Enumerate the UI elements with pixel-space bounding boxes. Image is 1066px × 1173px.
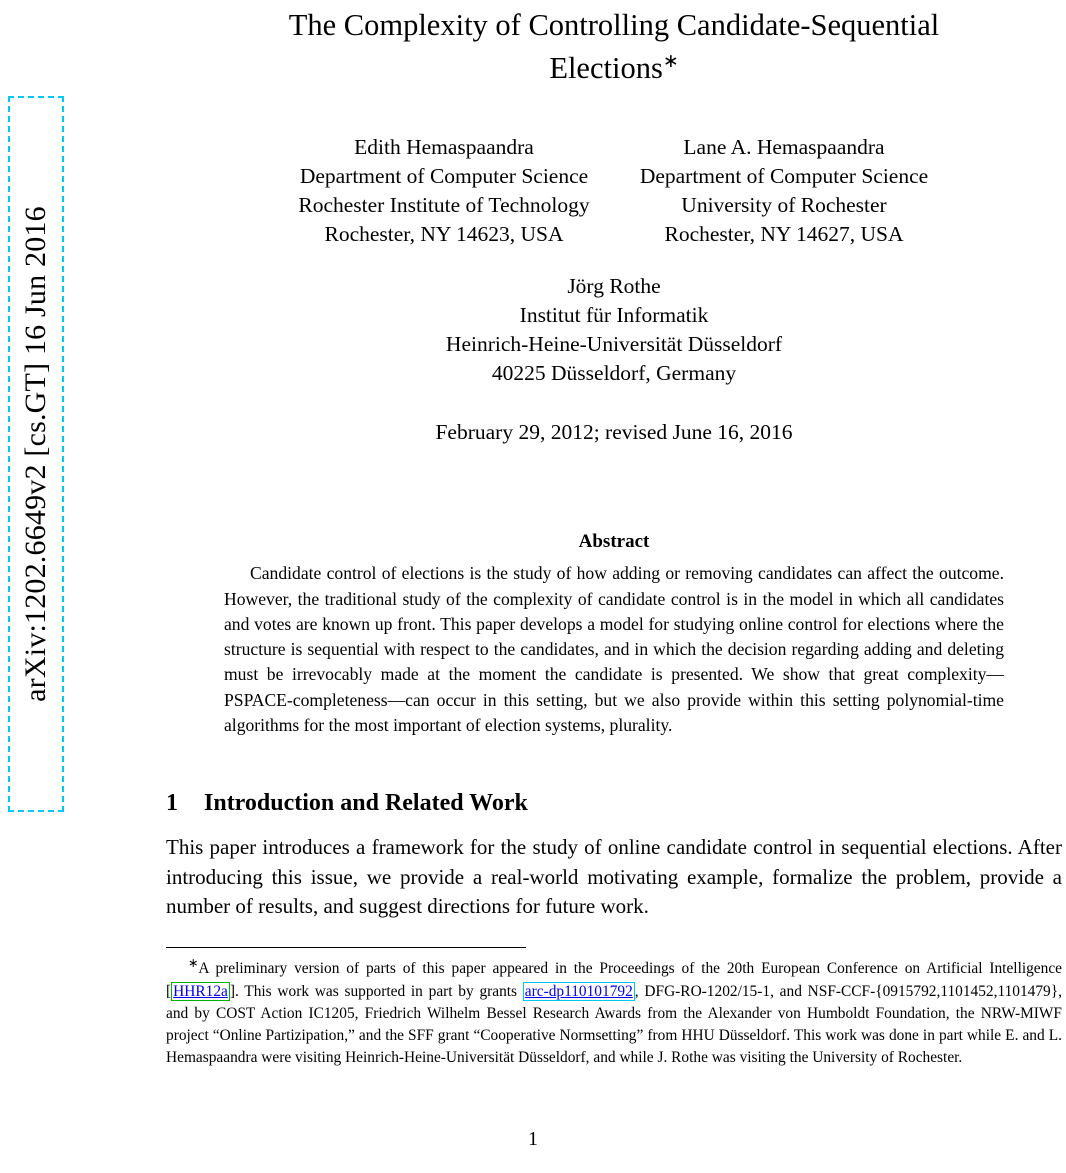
- author-institution: University of Rochester: [681, 193, 887, 218]
- author-address: Rochester, NY 14623, USA: [324, 222, 564, 247]
- citation-link-hhr12a[interactable]: HHR12a: [173, 982, 228, 1000]
- author-block: [274, 133, 614, 250]
- page-title: [166, 4, 1062, 91]
- author-address: 40225 Düsseldorf, Germany: [491, 361, 737, 386]
- footnote-marker: ∗: [188, 956, 199, 971]
- author-name: Lane A. Hemaspaandra: [683, 134, 885, 159]
- author-department: Institut für Informatik: [519, 302, 709, 327]
- author-address: Rochester, NY 14627, USA: [664, 222, 904, 247]
- footnote-text-part-3: , DFG-RO-1202/15-1, and NSF-CCF-{0915792,1101452,1101479}, and by COST Action IC1205, Friedrich Wilhelm Bessel Research Awards from the Alexander von Humboldt Foundation, the NRW-MIWF project “Online Partizipation,” and the SFF grant “Cooperative Normsetting” from HHU Düsseldorf. This work was done in part while E. and L. Hemaspaandra were visiting Heinrich-Heine-Universität Düsseldorf, and while J. Rothe was visiting the University of Rochester.: [166, 982, 1062, 1067]
- paper-content: [166, 0, 1062, 1069]
- footnote: [166, 955, 1062, 1069]
- author-department: Department of Computer Science: [299, 163, 589, 188]
- author-institution: Heinrich-Heine-Universität Düsseldorf: [445, 332, 783, 356]
- author-department: Department of Computer Science: [639, 163, 929, 188]
- page-number: 1: [528, 1128, 538, 1150]
- footnote-rule: [166, 947, 526, 948]
- author-institution: Rochester Institute of Technology: [298, 193, 590, 218]
- footnote-text-part-1: A preliminary version of parts of this paper appeared in the Proceedings of the 20th European Conference on Artificial Intelligence [: [166, 960, 1062, 1000]
- arxiv-stamp-text: arXiv:1202.6649v2 [cs.GT] 16 Jun 2016: [19, 206, 52, 702]
- section-heading: [166, 790, 1062, 817]
- abstract-heading: Abstract: [578, 531, 650, 553]
- author-row: [166, 133, 1062, 250]
- paper-date: February 29, 2012; revised June 16, 2016: [435, 420, 793, 445]
- section-title: Introduction and Related Work: [204, 790, 528, 817]
- author-block: [614, 133, 954, 250]
- arxiv-stamp: [8, 96, 64, 812]
- title-line-1: The Complexity of Controlling Candidate-Sequential: [288, 8, 940, 42]
- grant-link-arc-dp110101792[interactable]: arc-dp110101792: [524, 982, 633, 1000]
- abstract-body: [224, 561, 1004, 738]
- footnote-text-part-2: ]. This work was supported in part by grants: [229, 982, 523, 1000]
- title-footnote-marker: ∗: [662, 51, 679, 73]
- section-paragraph: This paper introduces a framework for the study of online candidate control in sequential elections. After introducing this issue, we provide a real-world motivating example, formalize the problem, provide a number of results, and suggest directions for future work.: [166, 835, 1062, 918]
- author-name: Jörg Rothe: [567, 273, 661, 298]
- abstract-text: Candidate control of elections is the study of how adding or removing candidates can affect the outcome. However, the traditional study of the complexity of candidate control is in the model in which all candidates and votes are known up front. This paper develops a model for studying online control for elections where the structure is sequential with respect to the candidates, and in which the decision regarding adding and deleting must be irrevocably made at the moment the candidate is presented. We show that great complexity—PSPACE-completeness—can occur in this setting, but we also provide within this setting polynomial-time algorithms for the most important of election systems, plurality.: [224, 563, 1004, 735]
- author-block: [166, 272, 1062, 389]
- author-name: Edith Hemaspaandra: [354, 134, 534, 159]
- section-number: 1: [166, 790, 178, 817]
- title-line-2: Elections: [549, 51, 663, 86]
